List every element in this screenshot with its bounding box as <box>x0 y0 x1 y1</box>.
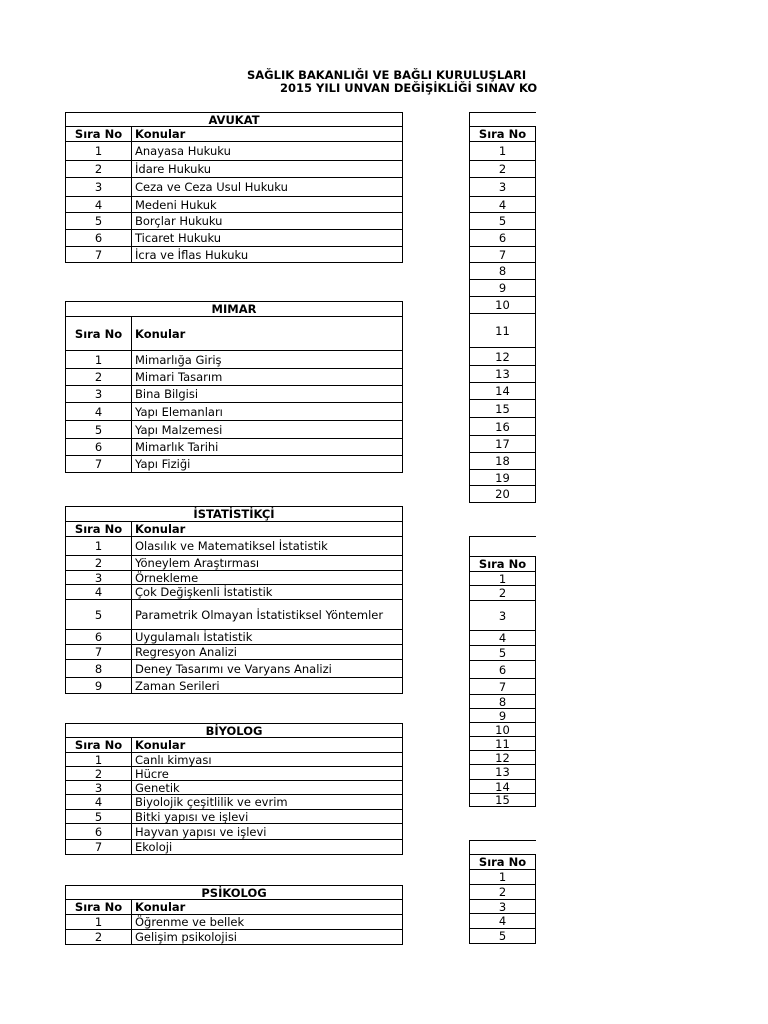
table-row <box>470 314 537 348</box>
column-header-topic: Konular <box>132 317 403 351</box>
table-row <box>470 453 537 470</box>
subject-table-biyolog <box>65 723 403 855</box>
row-number: 13 <box>470 366 536 383</box>
table-row <box>470 197 537 213</box>
row-number: 3 <box>66 178 132 197</box>
row-number: 3 <box>470 601 536 631</box>
table-row <box>470 366 537 383</box>
column-header-row <box>66 900 403 915</box>
table-row <box>66 403 403 421</box>
table-row <box>66 386 403 403</box>
table-row <box>470 383 537 400</box>
column-header-row <box>470 557 537 572</box>
row-number: 2 <box>66 161 132 178</box>
row-topic <box>536 572 537 586</box>
row-number: 1 <box>66 915 132 930</box>
table-row <box>470 601 537 631</box>
table-title <box>470 537 537 557</box>
table-header-row <box>470 537 537 557</box>
row-number: 1 <box>66 537 132 556</box>
row-topic <box>536 197 537 213</box>
column-header-row <box>66 127 403 142</box>
row-topic: İdare Hukuku <box>132 161 403 178</box>
table-row <box>470 486 537 503</box>
table-row <box>470 695 537 709</box>
row-number: 6 <box>470 230 536 247</box>
table-row <box>470 297 537 314</box>
row-topic: Olasılık ve Matematiksel İstatistik <box>132 537 403 556</box>
table-row <box>470 348 537 366</box>
row-number: 6 <box>66 630 132 645</box>
table-title: BİYOLOG <box>66 724 403 738</box>
row-topic: Biyolojik çeşitlilik ve evrim <box>132 795 403 810</box>
row-topic: Gelişim psikolojisi <box>132 930 403 945</box>
row-topic <box>536 661 537 679</box>
table-row <box>66 247 403 263</box>
column-header-topic: Konular <box>132 738 403 753</box>
table-row <box>66 142 403 161</box>
row-number: 6 <box>66 230 132 247</box>
table-row <box>66 585 403 600</box>
column-header-no: Sıra No <box>66 900 132 915</box>
column-header-no: Sıra No <box>66 522 132 537</box>
table-row <box>66 630 403 645</box>
row-topic <box>536 631 537 646</box>
row-number: 16 <box>470 418 536 436</box>
row-number: 14 <box>470 383 536 400</box>
row-number: 3 <box>66 571 132 585</box>
table-row <box>470 142 537 161</box>
row-topic <box>536 794 537 807</box>
column-header-no: Sıra No <box>470 557 536 572</box>
row-number: 13 <box>470 765 536 780</box>
column-header-topic: Konular <box>132 522 403 537</box>
row-number: 4 <box>470 914 536 929</box>
row-number: 4 <box>66 403 132 421</box>
table-row <box>66 781 403 795</box>
table-row <box>66 369 403 386</box>
row-number: 3 <box>470 178 536 197</box>
row-number: 1 <box>66 142 132 161</box>
table-row <box>470 247 537 263</box>
row-topic: Hücre <box>132 767 403 781</box>
table-row <box>66 930 403 945</box>
row-number: 5 <box>66 600 132 630</box>
column-header-row <box>66 317 403 351</box>
row-topic: Ticaret Hukuku <box>132 230 403 247</box>
row-topic: Parametrik Olmayan İstatistiksel Yöntemler <box>132 600 403 630</box>
table-row <box>66 351 403 369</box>
row-number: 12 <box>470 751 536 765</box>
column-header-topic: Konular <box>132 900 403 915</box>
row-topic <box>536 709 537 723</box>
row-number: 19 <box>470 470 536 486</box>
table-row <box>66 915 403 930</box>
table-title: MIMAR <box>66 302 403 317</box>
column-header-topic <box>536 127 537 142</box>
row-topic: Ceza ve Ceza Usul Hukuku <box>132 178 403 197</box>
row-number: 9 <box>470 709 536 723</box>
row-topic: Yapı Elemanları <box>132 403 403 421</box>
row-topic: Medeni Hukuk <box>132 197 403 213</box>
table-title: AVUKAT <box>66 113 403 127</box>
table-row <box>66 178 403 197</box>
row-topic <box>536 230 537 247</box>
table-title: PSİKOLOG <box>66 886 403 900</box>
row-topic: Regresyon Analizi <box>132 645 403 660</box>
table-row <box>66 600 403 630</box>
row-topic <box>536 885 537 900</box>
row-topic: Canlı kimyası <box>132 753 403 767</box>
row-topic <box>536 142 537 161</box>
row-topic: Borçlar Hukuku <box>132 213 403 230</box>
table-row <box>66 456 403 473</box>
row-number: 2 <box>470 885 536 900</box>
column-header-no: Sıra No <box>470 127 536 142</box>
table-row <box>66 795 403 810</box>
row-topic <box>536 695 537 709</box>
table-row <box>470 263 537 280</box>
row-number: 10 <box>470 723 536 737</box>
row-number: 8 <box>66 660 132 678</box>
subject-table-istatistikci <box>65 506 403 694</box>
table-header-row <box>66 113 403 127</box>
row-number: 11 <box>470 314 536 348</box>
row-number: 6 <box>66 824 132 840</box>
table-header-row <box>66 886 403 900</box>
row-number: 8 <box>470 695 536 709</box>
row-number: 1 <box>66 753 132 767</box>
row-number: 1 <box>470 142 536 161</box>
table-row <box>470 418 537 436</box>
table-row <box>470 436 537 453</box>
row-topic <box>536 418 537 436</box>
row-topic <box>536 314 537 348</box>
row-topic <box>536 178 537 197</box>
table-row <box>66 571 403 585</box>
table-row <box>470 765 537 780</box>
table-row <box>66 840 403 855</box>
table-row <box>470 780 537 794</box>
row-topic <box>536 247 537 263</box>
row-topic <box>536 486 537 503</box>
row-topic: Zaman Serileri <box>132 678 403 694</box>
row-number: 17 <box>470 436 536 453</box>
table-row <box>66 645 403 660</box>
row-topic: Uygulamalı İstatistik <box>132 630 403 645</box>
number-table-1 <box>469 112 536 503</box>
row-number: 2 <box>66 556 132 571</box>
table-row <box>66 439 403 456</box>
table-header-row <box>470 841 537 855</box>
row-number: 4 <box>66 197 132 213</box>
table-row <box>66 753 403 767</box>
table-row <box>66 230 403 247</box>
row-topic: Mimari Tasarım <box>132 369 403 386</box>
table-header-row <box>66 302 403 317</box>
table-row <box>66 161 403 178</box>
row-number: 4 <box>66 795 132 810</box>
row-number: 12 <box>470 348 536 366</box>
table-row <box>66 421 403 439</box>
table-title: İSTATİSTİKÇİ <box>66 507 403 522</box>
row-topic <box>536 297 537 314</box>
number-table-2 <box>469 536 536 807</box>
row-number: 2 <box>66 369 132 386</box>
row-topic <box>536 723 537 737</box>
row-topic <box>536 679 537 695</box>
column-header-no: Sıra No <box>66 317 132 351</box>
row-number: 15 <box>470 400 536 418</box>
row-number: 1 <box>66 351 132 369</box>
table-row <box>470 586 537 601</box>
table-row <box>470 885 537 900</box>
table-row <box>66 824 403 840</box>
table-row <box>470 572 537 586</box>
row-number: 7 <box>470 247 536 263</box>
row-topic <box>536 586 537 601</box>
row-number: 4 <box>66 585 132 600</box>
row-topic: Hayvan yapısı ve işlevi <box>132 824 403 840</box>
row-number: 20 <box>470 486 536 503</box>
row-number: 5 <box>470 646 536 661</box>
column-header-row <box>66 522 403 537</box>
row-topic <box>536 366 537 383</box>
row-topic: Anayasa Hukuku <box>132 142 403 161</box>
column-header-topic <box>536 855 537 870</box>
row-topic: Deney Tasarımı ve Varyans Analizi <box>132 660 403 678</box>
table-row <box>470 631 537 646</box>
table-row <box>470 794 537 807</box>
row-topic: Ekoloji <box>132 840 403 855</box>
row-number: 9 <box>470 280 536 297</box>
row-topic: Çok Değişkenli İstatistik <box>132 585 403 600</box>
subject-table-avukat <box>65 112 403 263</box>
row-number: 18 <box>470 453 536 470</box>
subject-table-psikolog <box>65 885 403 945</box>
row-topic <box>536 900 537 914</box>
row-number: 1 <box>470 870 536 885</box>
column-header-topic <box>536 557 537 572</box>
row-number: 7 <box>66 645 132 660</box>
subject-table-mimar <box>65 301 403 473</box>
table-row <box>470 914 537 929</box>
table-row <box>66 810 403 824</box>
row-number: 4 <box>470 631 536 646</box>
table-row <box>66 537 403 556</box>
row-topic <box>536 780 537 794</box>
row-topic: Mimarlığa Giriş <box>132 351 403 369</box>
table-row <box>470 470 537 486</box>
column-header-no: Sıra No <box>66 127 132 142</box>
row-number: 11 <box>470 737 536 751</box>
table-header-row <box>66 507 403 522</box>
row-topic: Bina Bilgisi <box>132 386 403 403</box>
row-topic: Genetik <box>132 781 403 795</box>
row-topic <box>536 280 537 297</box>
row-number: 5 <box>66 213 132 230</box>
row-number: 2 <box>66 767 132 781</box>
row-topic: Yapı Fiziği <box>132 456 403 473</box>
row-topic: Yapı Malzemesi <box>132 421 403 439</box>
table-row <box>470 161 537 178</box>
table-row <box>470 400 537 418</box>
row-number: 2 <box>66 930 132 945</box>
row-topic <box>536 161 537 178</box>
row-topic <box>536 870 537 885</box>
table-title <box>470 841 537 855</box>
row-number: 5 <box>470 213 536 230</box>
table-row <box>470 280 537 297</box>
row-topic: İcra ve İflas Hukuku <box>132 247 403 263</box>
table-row <box>470 751 537 765</box>
table-header-row <box>470 113 537 127</box>
row-topic: Bitki yapısı ve işlevi <box>132 810 403 824</box>
table-row <box>470 900 537 914</box>
row-number: 5 <box>66 421 132 439</box>
row-number: 7 <box>66 840 132 855</box>
table-row <box>470 230 537 247</box>
row-topic <box>536 765 537 780</box>
row-number: 3 <box>66 386 132 403</box>
row-number: 3 <box>66 781 132 795</box>
table-row <box>66 767 403 781</box>
title-line-1: SAĞLIK BAKANLIĞI VE BAĞLI KURULUŞLARI <box>247 68 527 82</box>
column-header-no: Sıra No <box>470 855 536 870</box>
table-row <box>470 723 537 737</box>
table-row <box>66 213 403 230</box>
table-row <box>470 929 537 944</box>
row-number: 8 <box>470 263 536 280</box>
row-topic <box>536 383 537 400</box>
row-topic <box>536 400 537 418</box>
row-number: 10 <box>470 297 536 314</box>
row-number: 2 <box>470 161 536 178</box>
number-table-3 <box>469 840 536 944</box>
row-topic: Örnekleme <box>132 571 403 585</box>
table-row <box>470 213 537 230</box>
table-row <box>66 556 403 571</box>
row-number: 2 <box>470 586 536 601</box>
row-number: 14 <box>470 780 536 794</box>
row-topic <box>536 470 537 486</box>
column-header-row <box>66 738 403 753</box>
row-topic <box>536 263 537 280</box>
row-topic: Öğrenme ve bellek <box>132 915 403 930</box>
row-topic <box>536 436 537 453</box>
row-number: 6 <box>66 439 132 456</box>
table-row <box>470 870 537 885</box>
row-number: 7 <box>66 247 132 263</box>
row-topic <box>536 751 537 765</box>
row-number: 7 <box>470 679 536 695</box>
table-row <box>66 678 403 694</box>
column-header-topic: Konular <box>132 127 403 142</box>
table-row <box>470 661 537 679</box>
row-number: 3 <box>470 900 536 914</box>
title-line-2: 2015 YILI UNVAN DEĞİŞİKLİĞİ SINAV KO <box>280 81 538 95</box>
table-row <box>470 737 537 751</box>
column-header-no: Sıra No <box>66 738 132 753</box>
table-row <box>66 197 403 213</box>
row-topic <box>536 914 537 929</box>
row-number: 1 <box>470 572 536 586</box>
row-topic <box>536 213 537 230</box>
row-number: 15 <box>470 794 536 807</box>
row-topic <box>536 737 537 751</box>
column-header-row <box>470 855 537 870</box>
table-row <box>470 709 537 723</box>
row-topic <box>536 646 537 661</box>
row-number: 9 <box>66 678 132 694</box>
table-row <box>470 646 537 661</box>
table-row <box>470 679 537 695</box>
table-header-row <box>66 724 403 738</box>
table-row <box>66 660 403 678</box>
column-header-row <box>470 127 537 142</box>
table-row <box>470 178 537 197</box>
row-topic: Mimarlık Tarihi <box>132 439 403 456</box>
row-topic <box>536 929 537 944</box>
row-number: 5 <box>66 810 132 824</box>
row-number: 7 <box>66 456 132 473</box>
row-number: 5 <box>470 929 536 944</box>
row-topic <box>536 348 537 366</box>
row-number: 4 <box>470 197 536 213</box>
row-number: 6 <box>470 661 536 679</box>
row-topic <box>536 601 537 631</box>
row-topic: Yöneylem Araştırması <box>132 556 403 571</box>
table-title <box>470 113 537 127</box>
row-topic <box>536 453 537 470</box>
